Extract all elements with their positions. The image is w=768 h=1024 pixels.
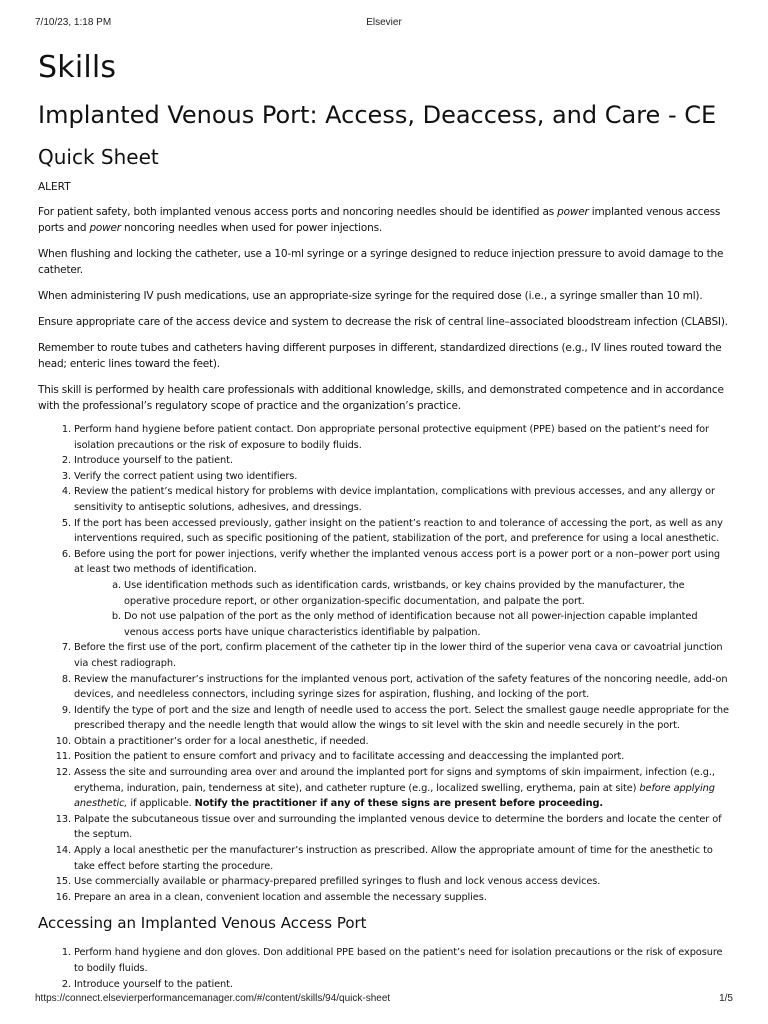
- list-item: 9. Identify the type of port and the size and length of needle used to access the port. Select the smallest gauge needle appropriate for the prescribed therapy and the needle length that would allow the wings to sit level with the skin and needle securely in the port.: [74, 703, 730, 734]
- list-item-bold: Notify the practitioner if any of these signs are present before proceeding.: [194, 798, 603, 810]
- list-item: 3. Verify the correct patient using two identifiers.: [74, 469, 730, 485]
- sub-steps-list: [74, 578, 730, 640]
- page-number: 1/5: [719, 993, 733, 1004]
- list-item: 14. Apply a local anesthetic per the manufacturer’s instruction as prescribed. Allow the appropriate amount of time for the anesthetic to take effect before starting the procedure.: [74, 843, 730, 874]
- access-section-title: Accessing an Implanted Venous Access Port: [38, 914, 367, 933]
- list-item: 15. Use commercially available or pharmacy-prepared prefilled syringes to flush and lock venous access devices.: [74, 874, 730, 890]
- list-item-emphasis: before applying anesthetic,: [74, 782, 715, 810]
- skill-title: Implanted Venous Port: Access, Deaccess, and Care - CE: [38, 101, 717, 129]
- access-steps-list: [38, 945, 730, 992]
- list-item: 8. Review the manufacturer’s instructions for the implanted venous port, activation of the safety features of the noncoring needle, add-on devices, and needleless connectors, including syringe sizes for aspiration, flushing, and locking of the port.: [74, 672, 730, 703]
- list-item: 10. Obtain a practitioner’s order for a local anesthetic, if needed.: [74, 734, 730, 750]
- quick-sheet-title: Quick Sheet: [38, 145, 159, 169]
- list-item-text: Assess the site and surrounding area over and around the implanted port for signs and symptoms of skin impairment, infection (e.g., erythema, induration, pain, tenderness at site), and catheter rupture (e.g., localized swelling, erythema, pain at site): [74, 767, 715, 794]
- alert-emphasis: power: [89, 222, 121, 234]
- alert-text: implanted venous access ports and: [38, 206, 721, 234]
- print-site-name: Elsevier: [366, 17, 402, 28]
- list-item: 1. Perform hand hygiene and don gloves. Don additional PPE based on the patient’s need for isolation precautions or the risk of exposure to bodily fluids.: [74, 945, 730, 976]
- list-item: 11. Position the patient to ensure comfort and privacy and to facilitate accessing and deaccessing the implanted port.: [74, 749, 730, 765]
- list-item: 16. Prepare an area in a clean, convenient location and assemble the necessary supplies.: [74, 890, 730, 906]
- list-item: 2. Introduce yourself to the patient.: [74, 977, 730, 993]
- alert-paragraph: Remember to route tubes and catheters having different purposes in different, standardized directions (e.g., IV lines routed toward the head; enteric lines toward the feet).: [38, 342, 722, 370]
- list-item: 2. Introduce yourself to the patient.: [74, 453, 730, 469]
- list-item: [74, 765, 730, 812]
- preparation-steps-list: [38, 422, 730, 905]
- page-heading: Skills: [38, 50, 117, 85]
- list-item-text: if applicable.: [127, 798, 195, 810]
- print-url: https://connect.elsevierperformancemanager.com/#/content/skills/94/quick-sheet: [35, 993, 391, 1004]
- alert-paragraph: This skill is performed by health care professionals with additional knowledge, skills, and demonstrated competence and in accordance with the professional’s regulatory scope of practice and the organization’s practice.: [38, 384, 724, 412]
- print-footer: [35, 993, 733, 1007]
- alert-text: For patient safety, both implanted venous access ports and noncoring needles should be identified as: [38, 206, 558, 218]
- alert-paragraph: When flushing and locking the catheter, use a 10-ml syringe or a syringe designed to reduce injection pressure to avoid damage to the catheter.: [38, 248, 724, 276]
- alert-text: noncoring needles when used for power injections.: [120, 222, 382, 234]
- alert-paragraph: When administering IV push medications, use an appropriate-size syringe for the required dose (i.e., a syringe smaller than 10 ml).: [38, 290, 703, 302]
- sub-list-item: a. Use identification methods such as identification cards, wristbands, or key chains provided by the manufacturer, the operative procedure report, or other organization-specific documentation, and palpate the port.: [124, 578, 730, 609]
- list-item: 4. Review the patient’s medical history for problems with device implantation, complications with previous accesses, and any allergy or sensitivity to antiseptic solutions, adhesives, and dressings.: [74, 484, 730, 515]
- list-item: 13. Palpate the subcutaneous tissue over and surrounding the implanted venous device to determine the borders and locate the center of the septum.: [74, 812, 730, 843]
- alert-paragraph: Ensure appropriate care of the access device and system to decrease the risk of central line–associated bloodstream infection (CLABSI).: [38, 316, 728, 328]
- list-item: 7. Before the first use of the port, confirm placement of the catheter tip in the lower third of the superior vena cava or cavoatrial junction via chest radiograph.: [74, 640, 730, 671]
- alert-emphasis: power: [557, 206, 589, 218]
- print-header: [35, 17, 733, 31]
- sub-list-item: b. Do not use palpation of the port as the only method of identification because not all power-injection capable implanted venous access ports have unique characteristics identifiable by palpation.: [124, 609, 730, 640]
- list-item: [74, 547, 730, 641]
- document-content: [38, 50, 730, 992]
- alert-paragraph: [38, 204, 730, 236]
- print-date: 7/10/23, 1:18 PM: [35, 17, 112, 28]
- list-item: 5. If the port has been accessed previously, gather insight on the patient’s reaction to and tolerance of accessing the port, as well as any interventions required, such as specific positioning of the patient, stabilization of the port, and preference for using a local anesthetic.: [74, 516, 730, 547]
- list-item: 1. Perform hand hygiene before patient contact. Don appropriate personal protective equipment (PPE) based on the patient’s need for isolation precautions or the risk of exposure to bodily fluids.: [74, 422, 730, 453]
- alert-label: ALERT: [38, 181, 71, 193]
- list-item-text: Before using the port for power injections, verify whether the implanted venous access port is a power port or a non–power port using at least two methods of identification.: [74, 548, 721, 576]
